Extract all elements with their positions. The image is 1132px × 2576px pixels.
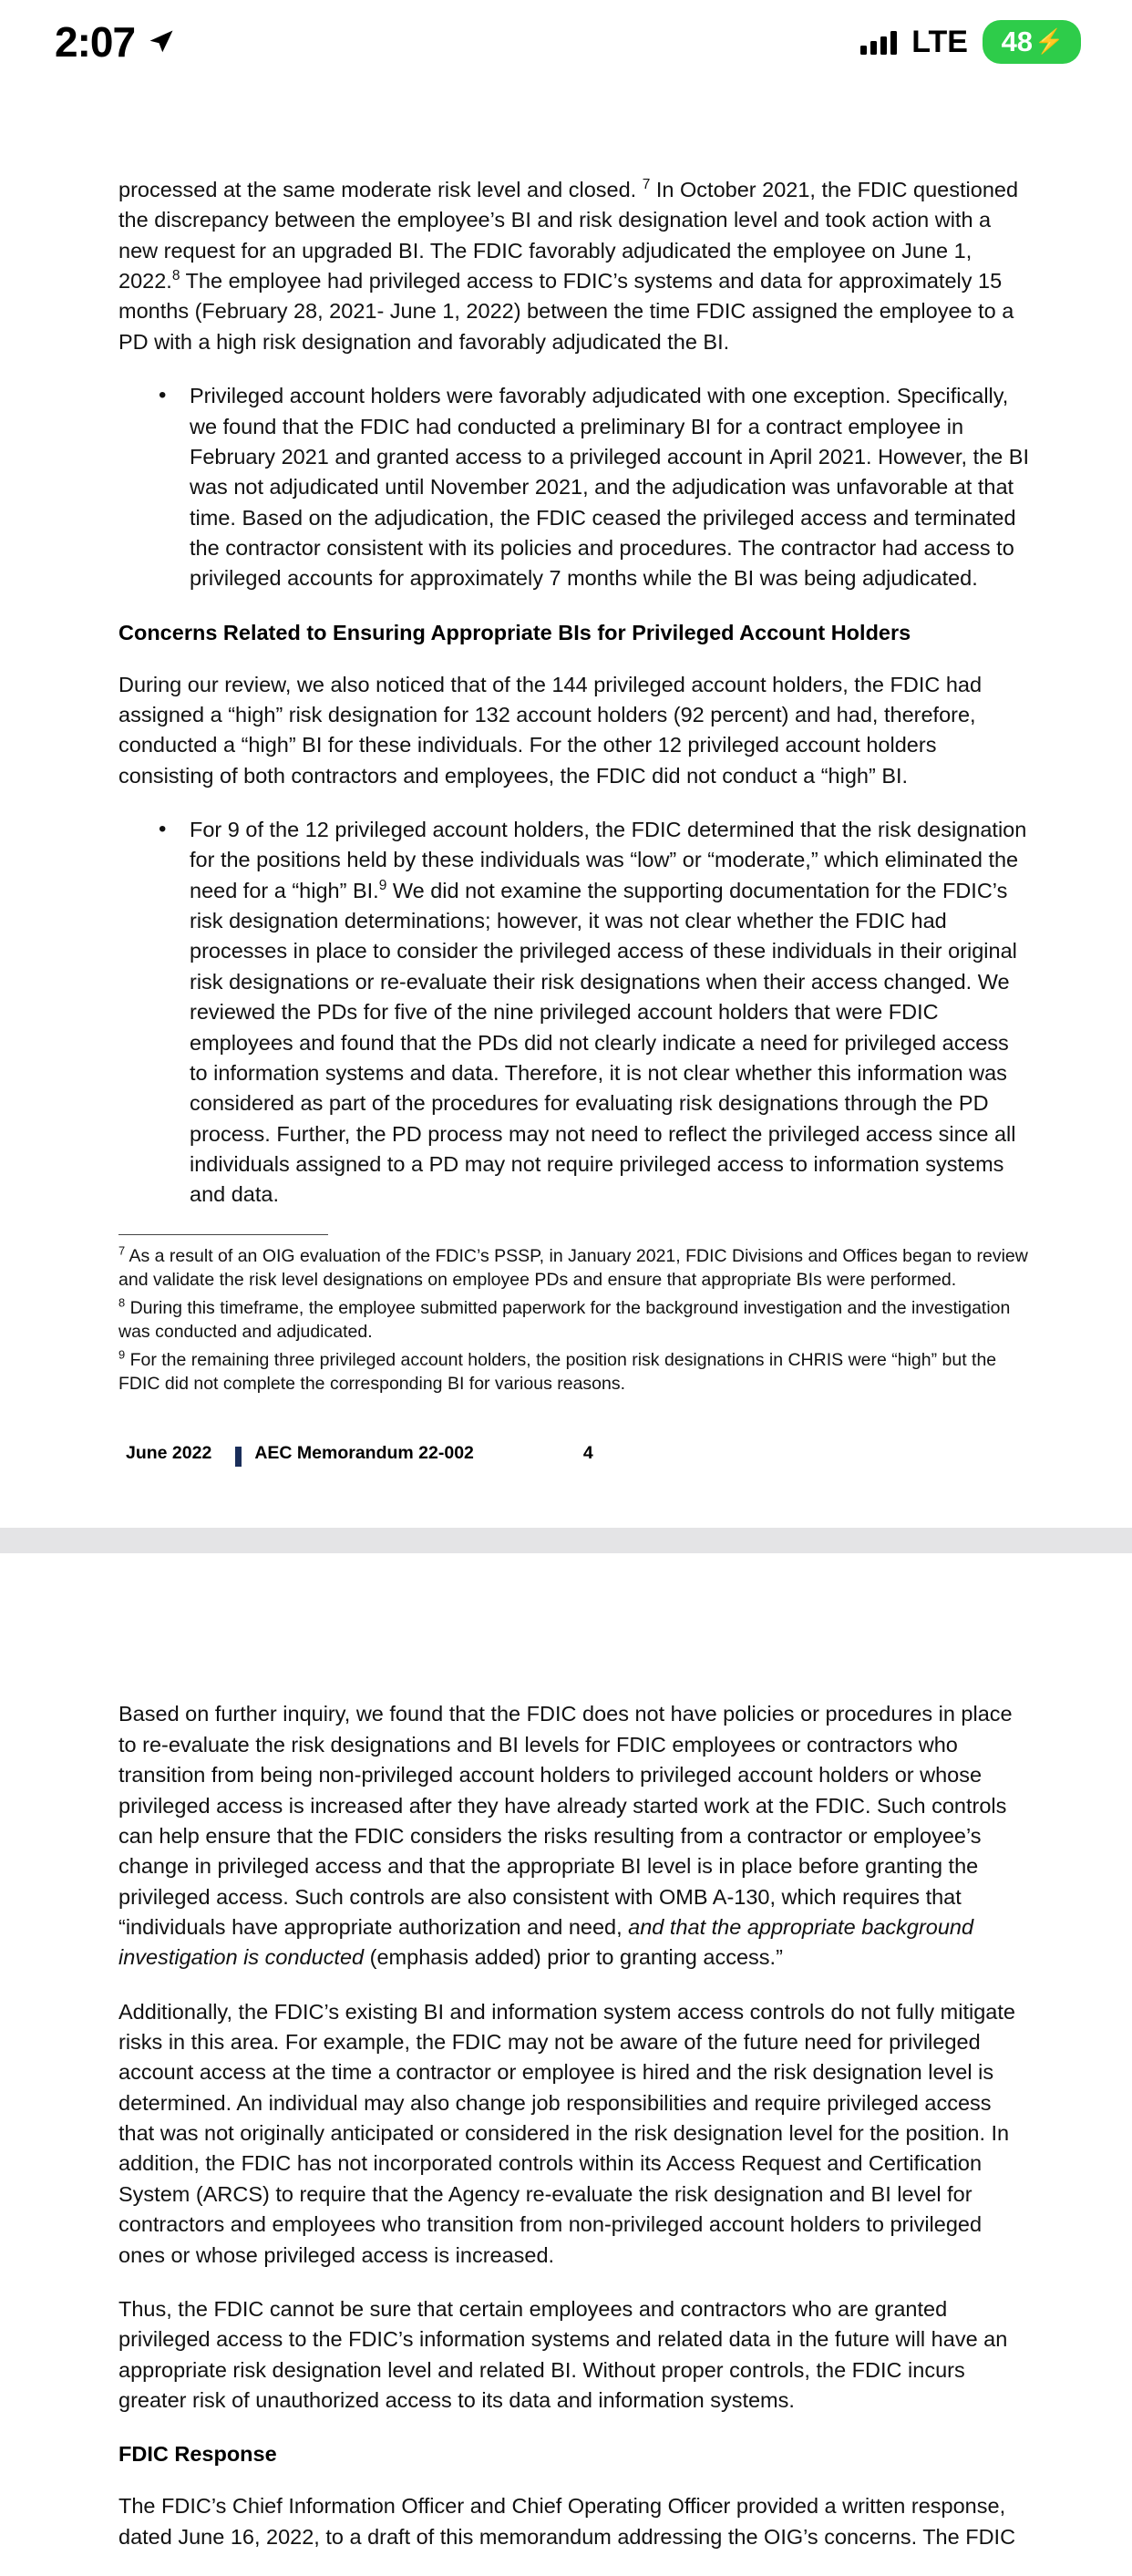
list-item xyxy=(118,815,1030,1211)
paragraph-existing-controls: Additionally, the FDIC’s existing BI and information system access controls do not fully mitigate risks in this area. For example, the FDIC may not be aware of the future need for privileged account access at the time a contractor or employee is hired and the risk designation level is determined. An individual may also change job responsibilities and require privileged access that was not originally anticipated or considered in the risk designation level for the position. In addition, the FDIC has not incorporated controls within its Access Request and Certification System (ARCS) to require that the Agency re-evaluate the risk designation and BI level for contractors and employees who transition from non-privileged account holders to privileged ones or whose privileged access is increased. xyxy=(118,1999,1015,2267)
paragraph-review-findings: During our review, we also noticed that of the 144 privileged account holders, the FDIC had assigned a “high” risk designation for 132 account holders (92 percent) and had, therefore, conducted a “high” BI for these individuals. For the other 12 privileged account holders consisting of both contractors and employees, the FDIC did not conduct a “high” BI. xyxy=(118,672,983,788)
paragraph-text-part: In October 2021, the FDIC questioned the discrepancy between the employee’s BI and risk designation level and took action with a new request for an upgraded BI. The FDIC favorably adjudicated the employee on June 1, 2022. xyxy=(118,178,1019,294)
list-item-text-cont: We did not examine the supporting documentation for the FDIC’s risk designation determinations; however, it was not clear whether the FDIC had processes in place to consider the privileged access of these individuals in their original risk designations or re-evaluate their risk designations when their access changed. We reviewed the PDs for five of the nine privileged account holders that were FDIC employees and found that the PDs did not clearly indicate a need for privileged access to information systems and data. Therefore, it is not clear whether this information was considered as part of the procedures for evaluating risk designations through the PD process. Further, the PD process may not need to reflect the privileged access since all individuals assigned to a PD may not require privileged access to information systems and data. xyxy=(190,878,1017,1207)
footnote-ref-8[interactable]: 8 xyxy=(171,268,180,284)
battery-level-label: 48 xyxy=(1001,25,1034,57)
cellular-bars-icon xyxy=(860,29,897,55)
document-page-5 xyxy=(0,1553,1132,2576)
footnote-divider xyxy=(118,1234,328,1235)
paragraph-text-part: processed at the same moderate risk level and closed. xyxy=(118,178,643,201)
list-item-text: Privileged account holders were favorably adjudicated with one exception. Specifically, we found that the FDIC had conducted a preliminary BI for a contract employee in February 2021 and granted access to a privileged account in April 2021. However, the BI was not adjudicated until November 2021, and the adjudication was unfavorable at that time. Based on the adjudication, the FDIC ceased the privileged access and terminated the contractor consistent with its policies and procedures. The contractor had access to privileged accounts for approximately 7 months while the BI was being adjudicated. xyxy=(190,384,1029,591)
footer-separator-bar xyxy=(235,1447,242,1467)
page-footer xyxy=(118,1443,1030,1528)
bullet-list-risk-designation xyxy=(118,815,1030,1211)
list-item xyxy=(118,381,1030,594)
footnote-marker: 7 xyxy=(118,1243,126,1258)
paragraph-conclusion: Thus, the FDIC cannot be sure that certain employees and contractors who are granted privileged access to the FDIC’s information systems and related data in the future will have an appropriate risk designation level and related BI. Without proper controls, the FDIC incurs greater risk of unauthorized access to its data and information systems. xyxy=(118,2296,1008,2412)
paragraph-fdic-response: The FDIC’s Chief Information Officer and Chief Operating Officer provided a written response, dated June 16, 2022, to a draft of this memorandum addressing the OIG’s concerns. The FDIC xyxy=(118,2494,1016,2549)
location-arrow-icon xyxy=(148,28,175,56)
footnote-marker: 9 xyxy=(118,1347,126,1362)
bullet-list-adjudication xyxy=(118,381,1030,594)
paragraph-text-part: Based on further inquiry, we found that the FDIC does not have policies or procedures in place to re-evaluate the risk designations and BI levels for FDIC employees or contractors who transition from being non-privileged account holders to privileged account holders or whose privileged access is increased after they have already started work at the FDIC. Such controls can help ensure that the FDIC considers the risks resulting from a contractor or employee’s change in privileged access and that the appropriate BI level is in place before granting the privileged access. Such controls are also consistent with OMB A-130, which requires that “individuals have appropriate authorization and need, xyxy=(118,1702,1013,1939)
paragraph-emphasis: and that the appropriate background investigation is conducted xyxy=(118,1914,974,1970)
footer-page-number: 4 xyxy=(582,1443,593,1464)
page-separator xyxy=(0,1528,1132,1553)
battery-badge xyxy=(983,20,1081,64)
charging-bolt-icon: ⚡ xyxy=(1034,27,1065,55)
status-bar xyxy=(0,0,1132,84)
section-heading-fdic-response: FDIC Response xyxy=(118,2442,277,2467)
footnote-ref-9[interactable]: 9 xyxy=(378,877,387,893)
footnote-ref-7[interactable]: 7 xyxy=(642,177,651,193)
paragraph-continued xyxy=(118,175,1030,357)
footnote-text: For the remaining three privileged account holders, the position risk designations in CHRIS were “high” but the FDIC did not complete the corresponding BI for various reasons. xyxy=(118,1350,997,1395)
paragraph-text-part: The employee had privileged access to FDIC’s systems and data for approximately 15 months (February 28, 2021- June 1, 2022) between the time FDIC assigned the employee to a PD with a high risk designation and favorably adjudicated the BI. xyxy=(118,269,1014,354)
clock-label: 2:07 xyxy=(55,18,136,66)
paragraph-policies-procedures xyxy=(118,1699,1030,1973)
footer-memo-title: AEC Memorandum 22-002 xyxy=(254,1443,474,1464)
list-item-text: For 9 of the 12 privileged account holders, the FDIC determined that the risk designation for the positions held by these individuals was “low” or “moderate,” which eliminated the need for a “high” BI. xyxy=(190,818,1027,902)
footnotes-block xyxy=(118,1244,1030,1396)
status-bar-left xyxy=(55,17,175,67)
status-bar-right xyxy=(860,20,1081,64)
footnote-text: As a result of an OIG evaluation of the FDIC’s PSSP, in January 2021, FDIC Divisions and Offices began to review and validate the risk level designations on employee PDs and ensure that appropriate BIs were performed. xyxy=(118,1245,1028,1290)
footnote-marker: 8 xyxy=(118,1295,126,1310)
document-page-4 xyxy=(0,84,1132,1528)
footnote-9 xyxy=(118,1348,1030,1396)
footnote-7 xyxy=(118,1244,1030,1292)
network-type-label: LTE xyxy=(911,24,968,59)
paragraph-text-part: (emphasis added) prior to granting access.” xyxy=(364,1945,783,1970)
footer-date: June 2022 xyxy=(126,1443,212,1464)
footnote-text: During this timeframe, the employee submitted paperwork for the background investigation and the investigation was conducted and adjudicated. xyxy=(118,1297,1011,1343)
footnote-8 xyxy=(118,1296,1030,1344)
section-heading-concerns: Concerns Related to Ensuring Appropriate BIs for Privileged Account Holders xyxy=(118,620,911,644)
